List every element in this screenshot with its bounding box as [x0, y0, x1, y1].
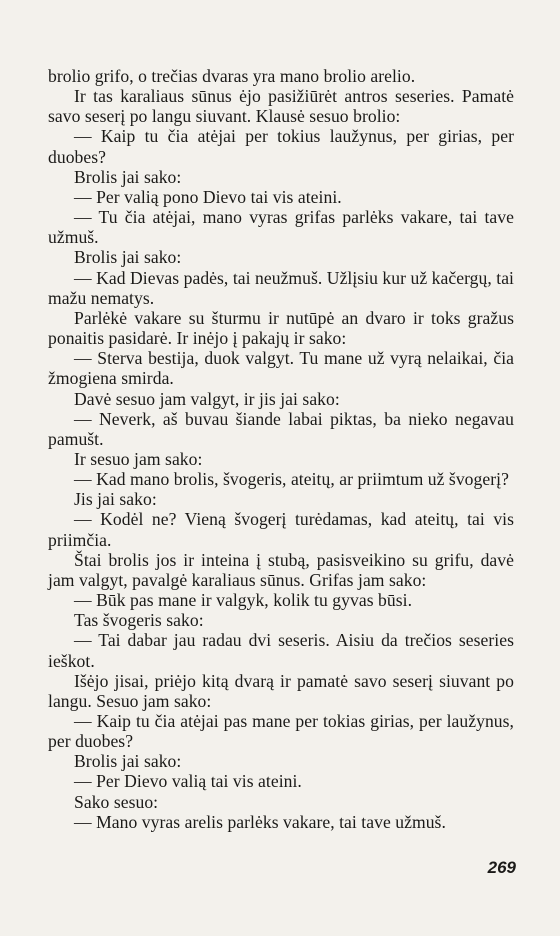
paragraph-8: — Kad Dievas padės, tai neužmuš. Užlįsiu kur už kačergų, tai mažu nematys.	[48, 267, 514, 308]
paragraph-11: Davė sesuo jam valgyt, ir jis jai sako:	[74, 388, 340, 409]
paragraph-6: — Tu čia atėjai, mano vyras grifas parlėks vakare, tai tave užmuš.	[48, 207, 514, 248]
paragraph-15: Jis jai sako:	[74, 489, 157, 510]
paragraph-20: — Tai dabar jau radau dvi seseris. Aisiu da trečios seseries ieškot.	[48, 630, 514, 671]
paragraph-19: Tas švogeris sako:	[74, 610, 204, 631]
paragraph-24: — Per Dievo valią tai vis ateini.	[74, 771, 302, 792]
paragraph-18: — Būk pas mane ir valgyk, kolik tu gyvas būsi.	[74, 590, 413, 611]
paragraph-23: Brolis jai sako:	[74, 751, 182, 772]
paragraph-14: — Kad mano brolis, švogeris, ateitų, ar priimtum už švogerį?	[74, 469, 509, 490]
paragraph-2: Ir tas karaliaus sūnus ėjo pasižiūrėt antros seseries. Pamatė savo seserį po langu siuvant. Klausė sesuo brolio:	[48, 86, 514, 127]
body-text	[48, 66, 514, 832]
paragraph-9: Parlėkė vakare su šturmu ir nutūpė an dvaro ir toks gražus ponaitis pasidarė. Ir inėjo į pakajų ir sako:	[48, 307, 514, 349]
paragraph-26: — Mano vyras arelis parlėks vakare, tai tave užmuš.	[74, 811, 446, 832]
paragraph-10: — Sterva bestija, duok valgyt. Tu mane už vyrą nelaikai, čia žmogiena smirda.	[48, 348, 514, 389]
paragraph-5: — Per valią pono Dievo tai vis ateini.	[74, 186, 342, 207]
page-number: 269	[487, 858, 516, 877]
paragraph-13: Ir sesuo jam sako:	[74, 448, 203, 469]
paragraph-21: Išėjo jisai, priėjo kitą dvarą ir pamatė savo seserį siuvant po langu. Sesuo jam sako:	[48, 670, 514, 711]
paragraph-4: Brolis jai sako:	[74, 166, 182, 187]
paragraph-3: — Kaip tu čia atėjai per tokius laužynus, per girias, per duobes?	[48, 126, 514, 167]
paragraph-22: — Kaip tu čia atėjai pas mane per tokias girias, per laužynus, per duobes?	[48, 711, 514, 752]
paragraph-7: Brolis jai sako:	[74, 247, 182, 268]
paragraph-1: brolio grifo, o trečias dvaras yra mano brolio arelio.	[48, 66, 416, 86]
paragraph-17: Štai brolis jos ir inteina į stubą, pasisveikino su grifu, davė jam valgyt, pavalgė karaliaus sūnus. Grifas jam sako:	[48, 549, 514, 590]
paragraph-25: Sako sesuo:	[74, 791, 159, 812]
paragraph-12: — Neverk, aš buvau šiande labai piktas, ba nieko negavau pamušt.	[48, 408, 514, 449]
paragraph-16: — Kodėl ne? Vieną švogerį turėdamas, kad ateitų, tai vis priimčia.	[48, 509, 514, 550]
